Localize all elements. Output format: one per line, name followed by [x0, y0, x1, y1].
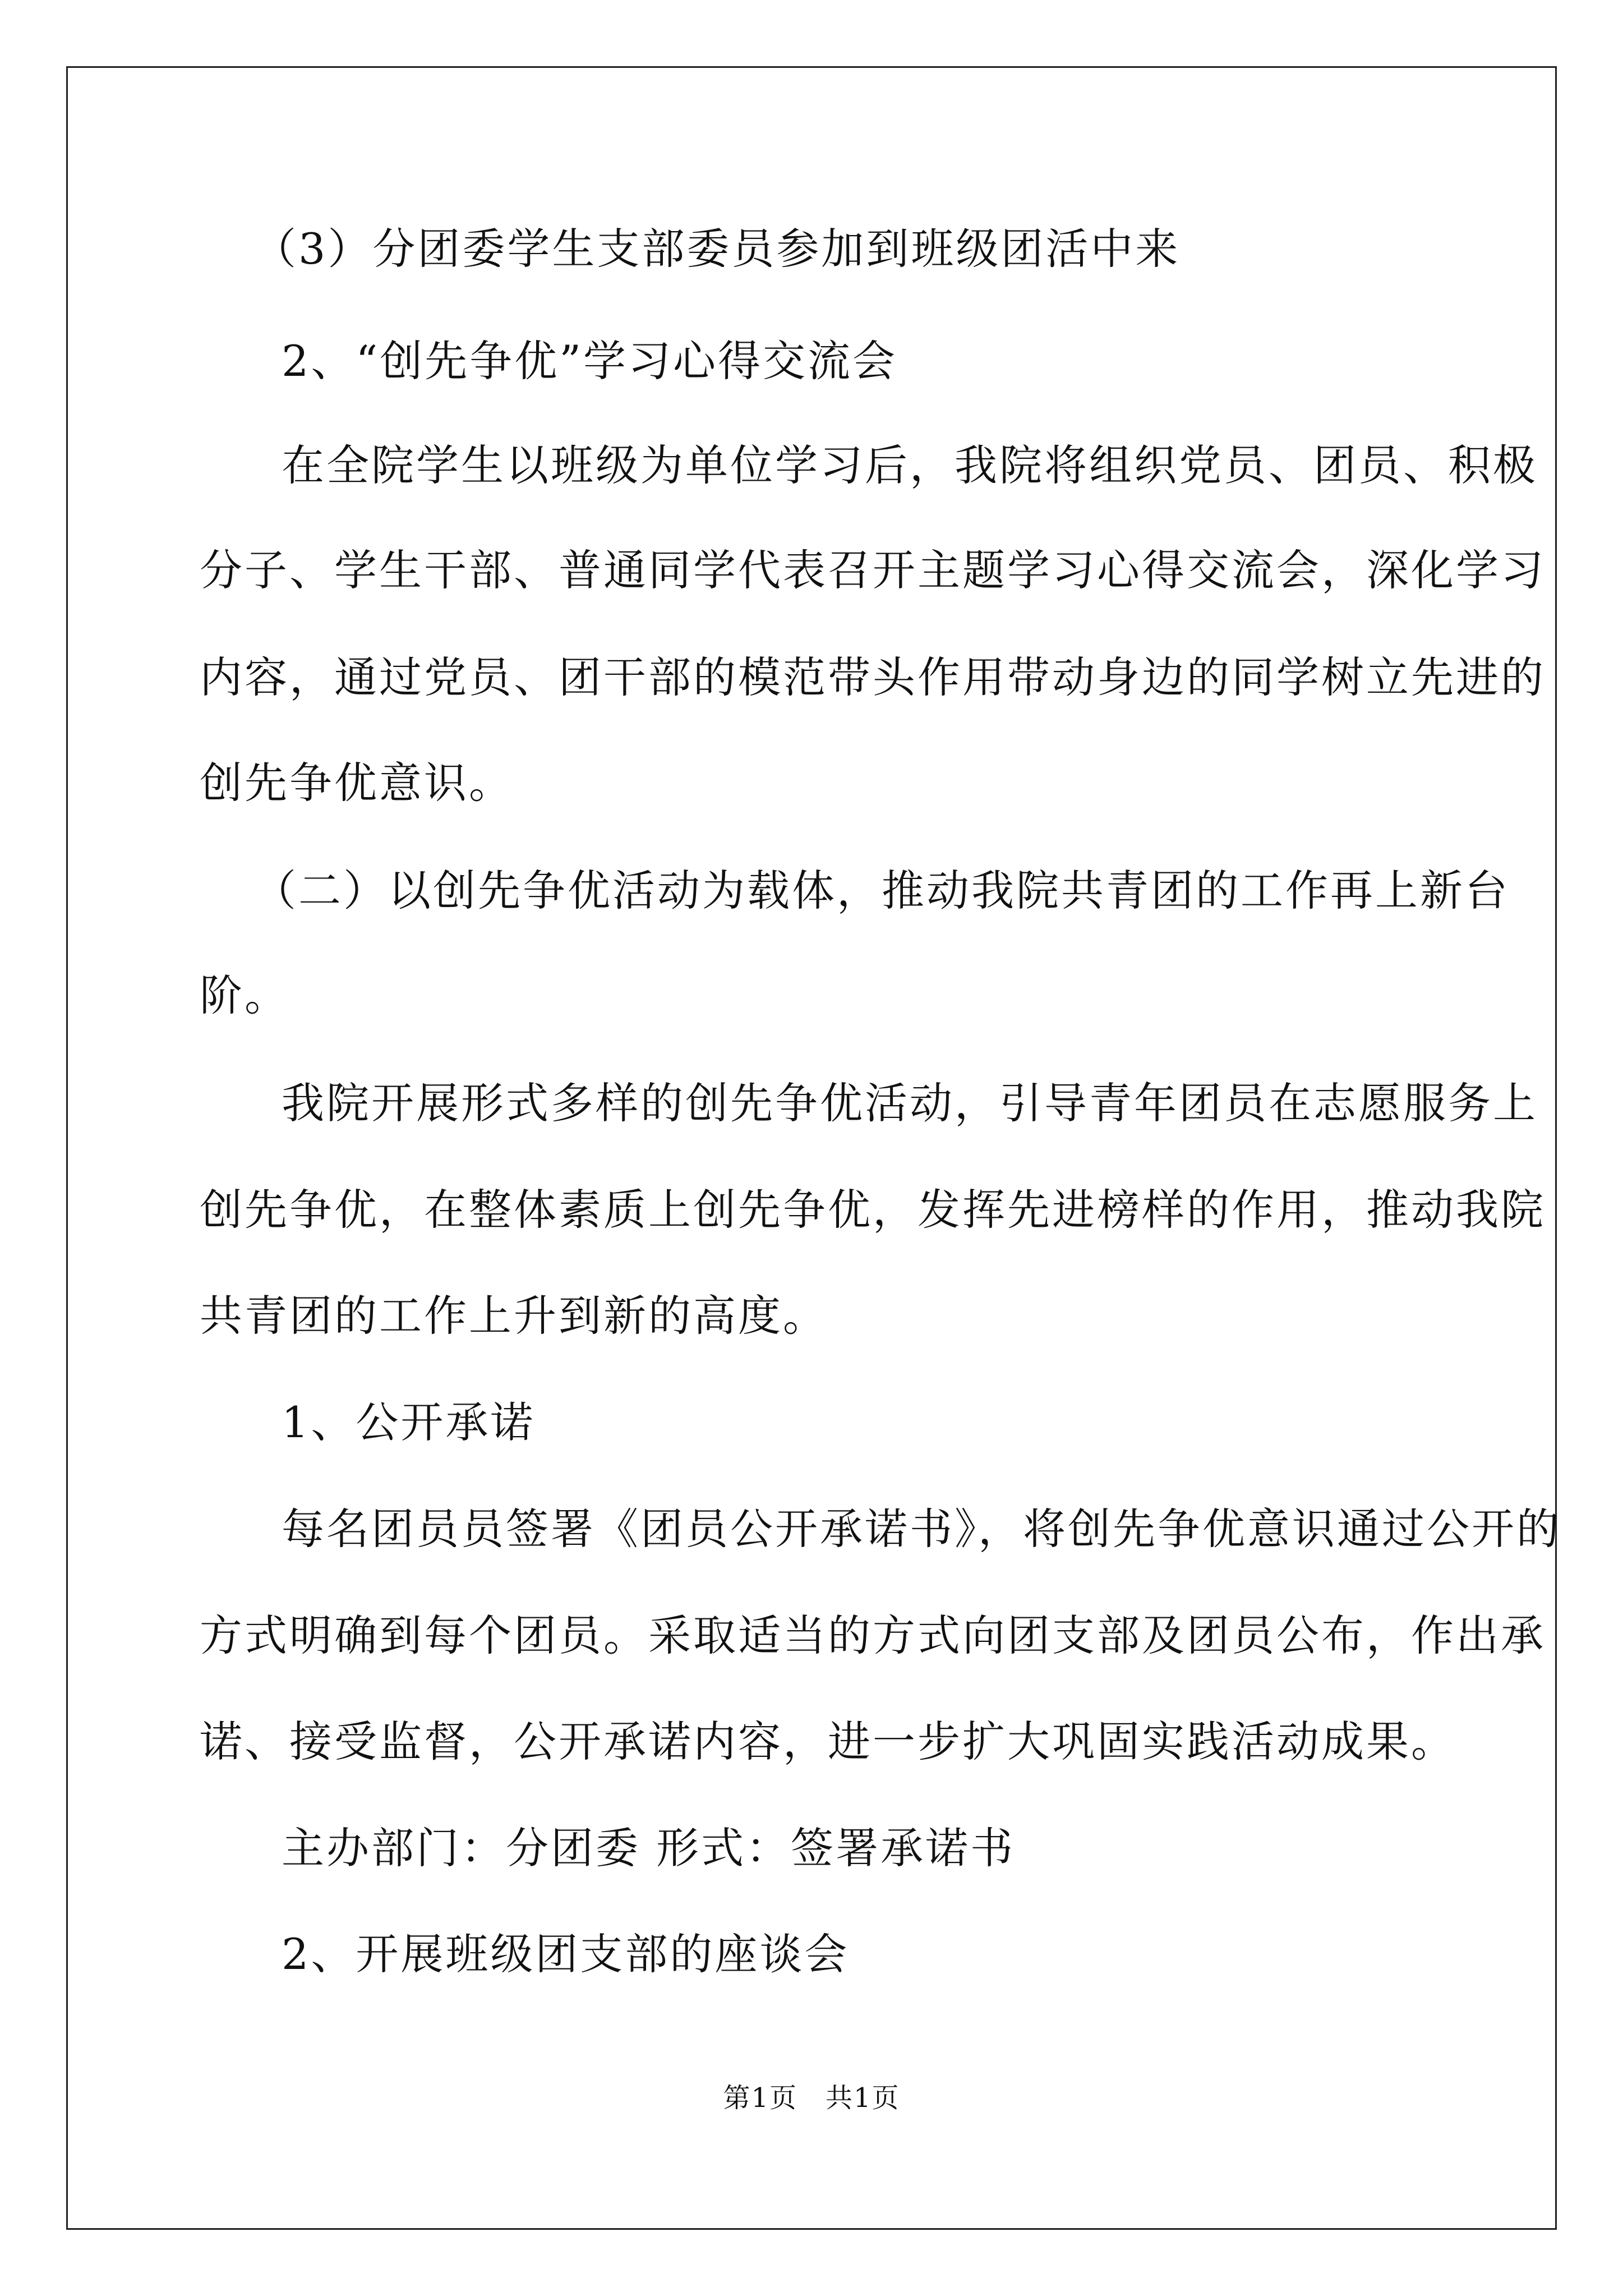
text-line-16: 主办部门：分团委 形式：签署承诺书 [282, 1823, 1016, 1873]
text-line-6: 创先争优意识。 [200, 758, 514, 808]
text-line-9: 我院开展形式多样的创先争优活动，引导青年团员在志愿服务上 [282, 1078, 1538, 1128]
text-line-15: 诺、接受监督，公开承诺内容，进一步扩大巩固实践活动成果。 [200, 1717, 1456, 1766]
text-line-1: （3）分团委学生支部委员参加到班级团活中来 [253, 224, 1181, 274]
text-line-8: 阶。 [200, 970, 289, 1020]
page-number-current: 第1页 [723, 2082, 797, 2114]
section-heading-1: 2、“创先争优”学习心得交流会 [282, 336, 898, 386]
text-line-3: 在全院学生以班级为单位学习后，我院将组织党员、团员、积极 [282, 440, 1538, 490]
page-border [66, 66, 1561, 2230]
text-line-10: 创先争优，在整体素质上创先争优，发挥先进榜样的作用，推动我院 [200, 1185, 1546, 1235]
text-line-13: 每名团员员签署《团员公开承诺书》，将创先争优意识通过公开的 [282, 1504, 1561, 1554]
section-heading-2: （二）以创先争优活动为载体，推动我院共青团的工作再上新台 [253, 866, 1510, 915]
section-heading-3: 1、公开承诺 [282, 1397, 536, 1447]
text-line-14: 方式明确到每个团员。采取适当的方式向团支部及团员公布，作出承 [200, 1611, 1546, 1660]
text-line-4: 分子、学生干部、普通同学代表召开主题学习心得交流会，深化学习 [200, 545, 1546, 595]
text-line-5: 内容，通过党员、团干部的模范带头作用带动身边的同学树立先进的 [200, 652, 1546, 702]
section-heading-4: 2、开展班级团支部的座谈会 [282, 1929, 850, 1979]
page-footer [0, 2081, 1623, 2115]
text-line-11: 共青团的工作上升到新的高度。 [200, 1291, 828, 1341]
page-number-total: 共1页 [826, 2082, 900, 2114]
